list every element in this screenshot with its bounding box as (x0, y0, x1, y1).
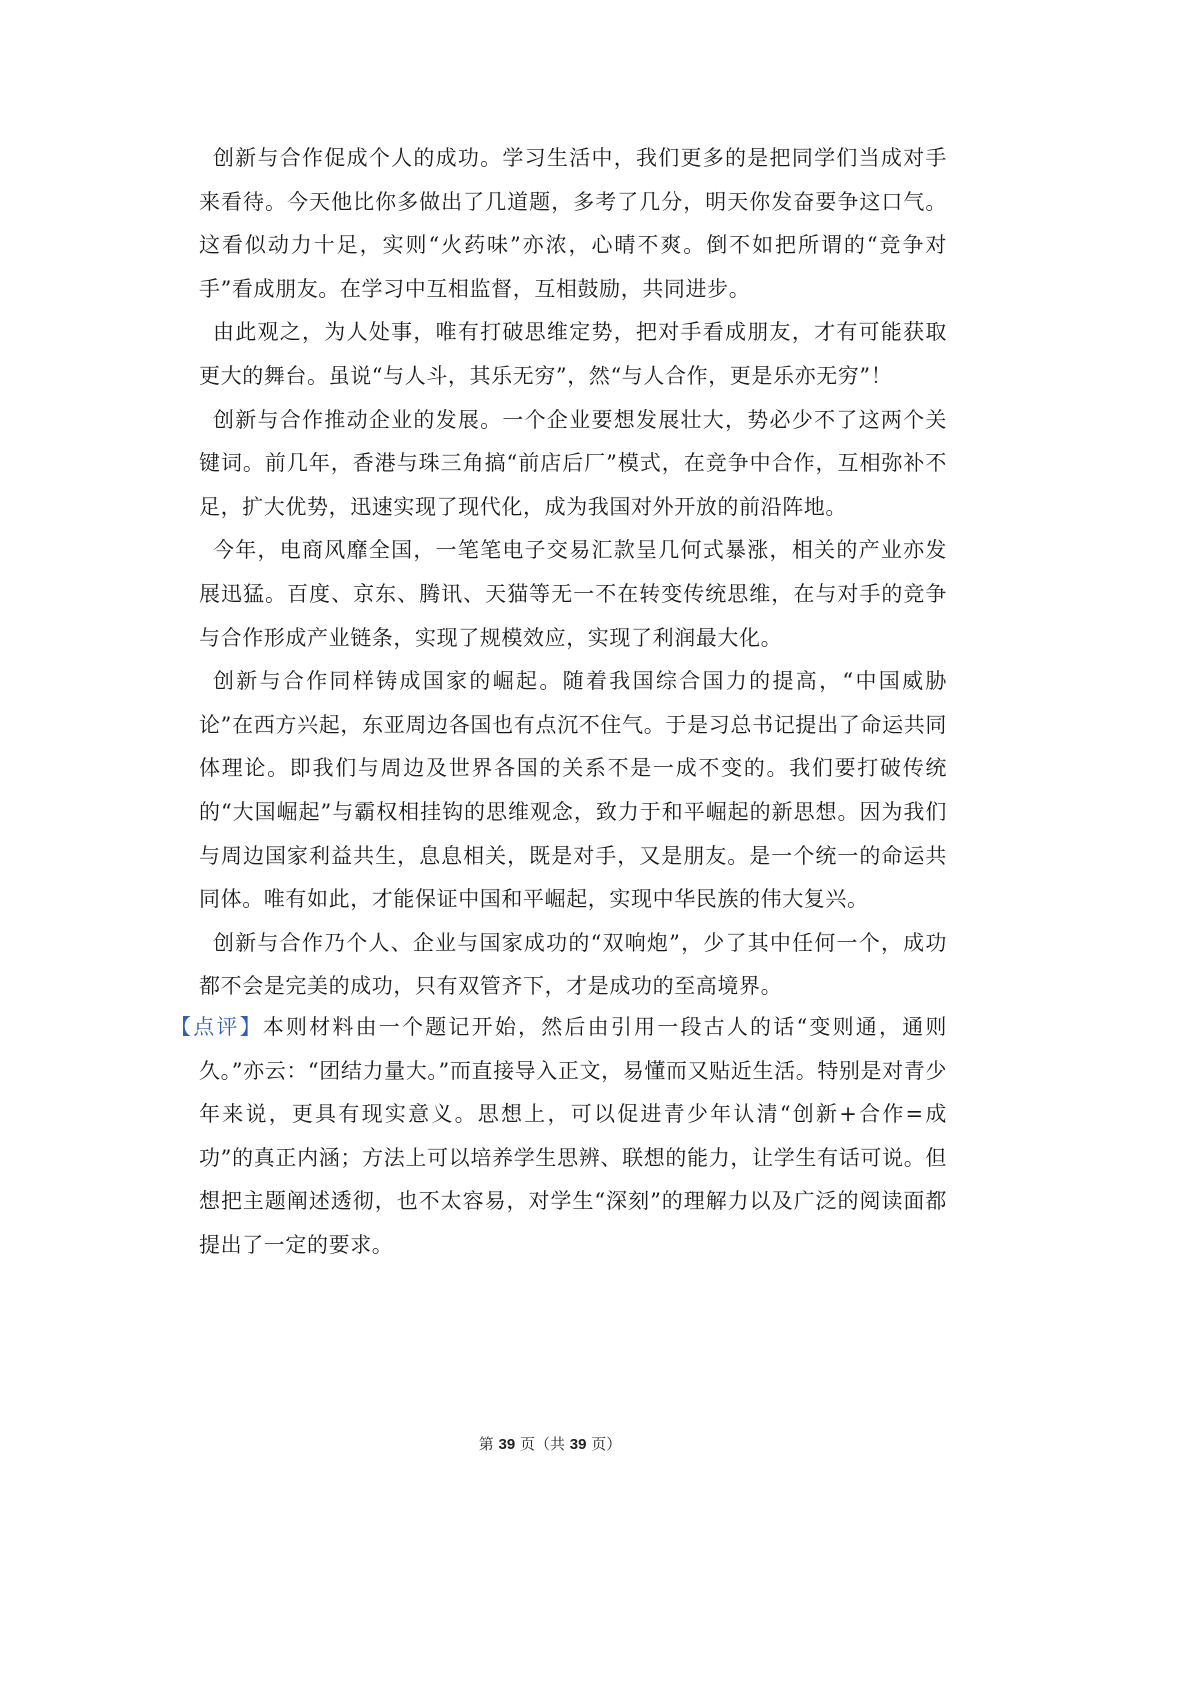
paragraph-double-cannon: 创新与合作乃个人、企业与国家成功的“双响炮”，少了其中任何一个，成功都不会是完美的成功，只有双管齐下，才是成功的至高境界。 (199, 930, 947, 999)
paragraph-national-rise: 创新与合作同样铸成国家的崛起。随着我国综合国力的提高，“中国威胁论”在西方兴起，东亚周边各国也有点沉不住气。于是习总书记提出了命运共同体理论。即我们与周边及世界各国的关系不是一成不变的。我们要打破传统的“大国崛起”与霸权相挂钩的思维观念，致力于和平崛起的新思想。因为我们与周边国家利益共生，息息相关，既是对手，又是朋友。是一个统一的命运共同体。唯有如此，才能保证中国和平崛起，实现中华民族的伟大复兴。 (199, 669, 947, 912)
footer-suffix: 页） (591, 1435, 622, 1453)
page-footer (0, 1433, 1100, 1454)
comment-tag-label: 【点评】 (170, 1015, 263, 1039)
paragraph-enterprise-development: 创新与合作推动企业的发展。一个企业要想发展壮大，势必少不了这两个关键词。前几年，香港与珠三角搞“前店后厂”模式，在竞争中合作，互相弥补不足，扩大优势，迅速实现了现代化，成为我国对外开放的前沿阵地。 (199, 407, 947, 519)
paragraph-ecommerce: 今年，电商风靡全国，一笔笔电子交易汇款呈几何式暴涨，相关的产业亦发展迅猛。百度、京东、腾讯、天猫等无一不在转变传统思维，在与对手的竞争与合作形成产业链条，实现了规模效应，实现了利润最大化。 (199, 538, 947, 650)
comment-paragraph (170, 1006, 947, 1268)
footer-page-number: 39 (498, 1436, 516, 1453)
paragraph-personal-success: 创新与合作促成个人的成功。学习生活中，我们更多的是把同学们当成对手来看待。今天他比你多做出了几道题，多考了几分，明天你发奋要争这口气。这看似动力十足，实则“火药味”亦浓，心晴不爽。倒不如把所谓的“竞争对手”看成朋友。在学习中互相监督，互相鼓励，共同进步。 (199, 146, 947, 301)
comment-section (170, 1006, 947, 1268)
footer-prefix: 第 (478, 1435, 494, 1453)
comment-text: 本则材料由一个题记开始，然后由引用一段古人的话“变则通，通则久。”亦云：“团结力量大。”而直接导入正文，易懂而又贴近生活。特别是对青少年来说，更具有现实意义。思想上，可以促进青少年认清“创新+合作=成功”的真正内涵；方法上可以培养学生思辨、联想的能力，让学生有话可说。但想把主题阐述透彻，也不太容易，对学生“深刻”的理解力以及广泛的阅读面都提出了一定的要求。 (199, 1015, 947, 1257)
paragraph-conclusion-friends: 由此观之，为人处事，唯有打破思维定势，把对手看成朋友，才有可能获取更大的舞台。虽说“与人斗，其乐无穷”，然“与人合作，更是乐亦无穷”！ (199, 320, 947, 388)
essay-body (199, 137, 947, 1009)
footer-middle: 页（共 (519, 1435, 565, 1453)
footer-total-pages: 39 (569, 1436, 587, 1453)
